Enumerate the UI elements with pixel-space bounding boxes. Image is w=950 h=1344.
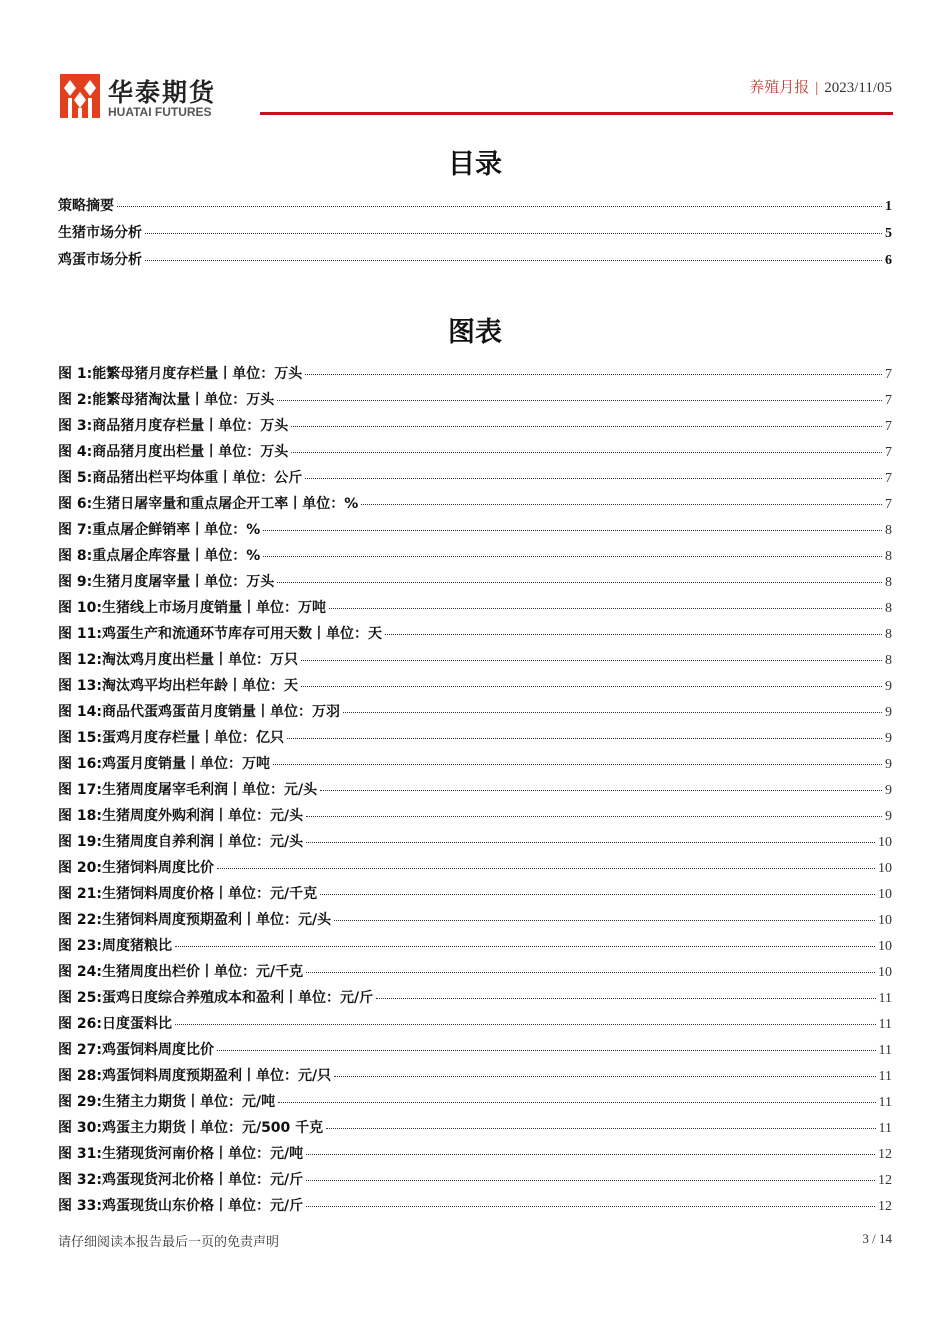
figure-entry[interactable] <box>58 389 892 415</box>
figure-entry-label: 图 22:生猪饲料周度预期盈利丨单位：元/头 <box>58 912 332 928</box>
figure-entry-label: 图 19:生猪周度自养利润丨单位：元/头 <box>58 834 304 850</box>
figure-entry-label: 图 15:蛋鸡月度存栏量丨单位：亿只 <box>58 730 284 746</box>
figure-entry[interactable] <box>58 1195 892 1221</box>
figure-entry[interactable] <box>58 1117 892 1143</box>
figure-entry-page: 7 <box>885 497 892 512</box>
figure-entry-label: 图 16:鸡蛋月度销量丨单位：万吨 <box>58 756 270 772</box>
dot-leader <box>320 894 875 895</box>
figure-entry-page: 10 <box>878 861 892 876</box>
figure-entry-page: 12 <box>878 1173 892 1188</box>
dot-leader <box>326 1128 875 1129</box>
figure-entry[interactable] <box>58 727 892 753</box>
dot-leader <box>278 1102 875 1103</box>
figure-entry-label: 图 7:重点屠企鲜销率丨单位：% <box>58 522 261 538</box>
figure-entry-label: 图 32:鸡蛋现货河北价格丨单位：元/斤 <box>58 1172 304 1188</box>
figure-entry-label: 图 33:鸡蛋现货山东价格丨单位：元/斤 <box>58 1198 304 1214</box>
figure-entry[interactable] <box>58 1065 892 1091</box>
dot-leader <box>334 1076 875 1077</box>
figure-entry-page: 8 <box>885 575 892 590</box>
figure-entry[interactable] <box>58 597 892 623</box>
toc-entry[interactable] <box>58 249 892 276</box>
dot-leader <box>305 478 882 479</box>
figure-entry[interactable] <box>58 883 892 909</box>
toc-entry-label: 策略摘要 <box>58 198 114 214</box>
figure-entry-page: 8 <box>885 601 892 616</box>
figure-entry-page: 9 <box>885 705 892 720</box>
figure-entry-label: 图 18:生猪周度外购利润丨单位：元/头 <box>58 808 304 824</box>
figure-entry-label: 图 3:商品猪月度存栏量丨单位：万头 <box>58 418 289 434</box>
dot-leader <box>175 946 875 947</box>
figure-entry-page: 11 <box>878 1095 892 1110</box>
figure-entry[interactable] <box>58 545 892 571</box>
figure-entry[interactable] <box>58 935 892 961</box>
dot-leader <box>301 660 882 661</box>
figures-list <box>58 363 892 1221</box>
figure-entry-page: 8 <box>885 549 892 564</box>
figure-entry-label: 图 5:商品猪出栏平均体重丨单位：公斤 <box>58 470 303 486</box>
toc-entry-page: 6 <box>885 253 892 268</box>
dot-leader <box>361 504 882 505</box>
figure-entry[interactable] <box>58 493 892 519</box>
figure-entry-label: 图 12:淘汰鸡月度出栏量丨单位：万只 <box>58 652 298 668</box>
figure-entry-page: 9 <box>885 783 892 798</box>
figure-entry-page: 7 <box>885 393 892 408</box>
toc-entry[interactable] <box>58 222 892 249</box>
figure-entry-page: 10 <box>878 939 892 954</box>
footer-disclaimer: 请仔细阅读本报告最后一页的免责声明 <box>58 1235 280 1250</box>
dot-leader <box>217 868 875 869</box>
figure-entry-page: 11 <box>878 1017 892 1032</box>
figure-entry[interactable] <box>58 857 892 883</box>
dot-leader <box>117 206 882 207</box>
figure-entry-label: 图 17:生猪周度屠宰毛利润丨单位：元/头 <box>58 782 318 798</box>
figure-entry-label: 图 29:生猪主力期货丨单位：元/吨 <box>58 1094 276 1110</box>
figure-entry[interactable] <box>58 701 892 727</box>
figure-entry-page: 7 <box>885 471 892 486</box>
figure-entry-page: 8 <box>885 627 892 642</box>
dot-leader <box>277 400 882 401</box>
figure-entry-label: 图 27:鸡蛋饲料周度比价 <box>58 1042 214 1058</box>
dot-leader <box>334 920 875 921</box>
figure-entry[interactable] <box>58 961 892 987</box>
dot-leader <box>145 260 882 261</box>
figure-entry-label: 图 28:鸡蛋饲料周度预期盈利丨单位：元/只 <box>58 1068 332 1084</box>
figure-entry[interactable] <box>58 675 892 701</box>
dot-leader <box>306 1206 875 1207</box>
figure-entry[interactable] <box>58 779 892 805</box>
report-date: 2023/11/05 <box>824 80 892 96</box>
toc-entry-label: 鸡蛋市场分析 <box>58 252 142 268</box>
figure-entry-label: 图 26:日度蛋料比 <box>58 1016 172 1032</box>
toc-list <box>58 195 892 276</box>
figure-entry[interactable] <box>58 623 892 649</box>
huatai-logo-icon <box>60 74 100 118</box>
toc-entry-label: 生猪市场分析 <box>58 225 142 241</box>
dot-leader <box>306 1180 875 1181</box>
header-rule <box>260 112 893 115</box>
figure-entry-page: 7 <box>885 367 892 382</box>
figure-entry-page: 9 <box>885 809 892 824</box>
figure-entry-page: 9 <box>885 679 892 694</box>
figure-entry-page: 11 <box>878 1069 892 1084</box>
figure-entry-label: 图 9:生猪月度屠宰量丨单位：万头 <box>58 574 275 590</box>
dot-leader <box>291 426 882 427</box>
figure-entry[interactable] <box>58 831 892 857</box>
figure-entry[interactable] <box>58 519 892 545</box>
dot-leader <box>306 1154 875 1155</box>
dot-leader <box>277 582 882 583</box>
figure-entry-label: 图 1:能繁母猪月度存栏量丨单位：万头 <box>58 366 303 382</box>
figure-entry[interactable] <box>58 649 892 675</box>
figure-entry[interactable] <box>58 1143 892 1169</box>
figure-entry[interactable] <box>58 987 892 1013</box>
figure-entry[interactable] <box>58 363 892 389</box>
dot-leader <box>385 634 882 635</box>
dot-leader <box>217 1050 876 1051</box>
dot-leader <box>291 452 882 453</box>
dot-leader <box>320 790 882 791</box>
dot-leader <box>305 374 882 375</box>
figure-entry-label: 图 10:生猪线上市场月度销量丨单位：万吨 <box>58 600 326 616</box>
toc-entry-page: 5 <box>885 226 892 241</box>
figure-entry[interactable] <box>58 1013 892 1039</box>
figure-entry[interactable] <box>58 753 892 779</box>
brand-name-cn: 华泰期货 <box>108 78 217 107</box>
dot-leader <box>301 686 882 687</box>
figure-entry[interactable] <box>58 467 892 493</box>
figure-entry-page: 12 <box>878 1199 892 1214</box>
dot-leader <box>145 233 882 234</box>
toc-entry[interactable] <box>58 195 892 222</box>
figure-entry-label: 图 13:淘汰鸡平均出栏年龄丨单位：天 <box>58 678 298 694</box>
figure-entry-label: 图 20:生猪饲料周度比价 <box>58 860 214 876</box>
dot-leader <box>306 842 875 843</box>
brand-name-en: HUATAI FUTURES <box>108 105 212 119</box>
figure-entry-label: 图 30:鸡蛋主力期货丨单位：元/500 千克 <box>58 1120 324 1136</box>
figure-entry[interactable] <box>58 1169 892 1195</box>
toc-title: 目录 <box>448 149 502 180</box>
figure-entry-page: 8 <box>885 523 892 538</box>
figure-entry-label: 图 24:生猪周度出栏价丨单位：元/千克 <box>58 964 304 980</box>
figure-entry-page: 11 <box>878 1043 892 1058</box>
figure-entry[interactable] <box>58 415 892 441</box>
dot-leader <box>376 998 875 999</box>
figure-entry-page: 10 <box>878 965 892 980</box>
dot-leader <box>273 764 882 765</box>
figure-entry-label: 图 8:重点屠企库容量丨单位：% <box>58 548 261 564</box>
figure-entry-page: 10 <box>878 835 892 850</box>
figure-entry-page: 10 <box>878 913 892 928</box>
dot-leader <box>287 738 882 739</box>
figure-entry[interactable] <box>58 1091 892 1117</box>
dot-leader <box>263 556 882 557</box>
figure-entry-label: 图 21:生猪饲料周度价格丨单位：元/千克 <box>58 886 318 902</box>
figure-entry-page: 10 <box>878 887 892 902</box>
figure-entry-label: 图 14:商品代蛋鸡蛋苗月度销量丨单位：万羽 <box>58 704 340 720</box>
figure-entry-label: 图 2:能繁母猪淘汰量丨单位：万头 <box>58 392 275 408</box>
dot-leader <box>329 608 882 609</box>
figure-entry[interactable] <box>58 909 892 935</box>
figure-entry-page: 12 <box>878 1147 892 1162</box>
header-separator: | <box>815 80 819 96</box>
figure-entry-label: 图 23:周度猪粮比 <box>58 938 172 954</box>
dot-leader <box>306 972 875 973</box>
page-indicator: 3 / 14 <box>862 1231 892 1246</box>
dot-leader <box>263 530 882 531</box>
figure-entry-label: 图 25:蛋鸡日度综合养殖成本和盈利丨单位：元/斤 <box>58 990 374 1006</box>
dot-leader <box>306 816 882 817</box>
figure-entry[interactable] <box>58 441 892 467</box>
dot-leader <box>175 1024 876 1025</box>
report-type: 养殖月报 <box>749 80 810 96</box>
figure-entry-label: 图 31:生猪现货河南价格丨单位：元/吨 <box>58 1146 304 1162</box>
figure-entry[interactable] <box>58 805 892 831</box>
figure-entry-label: 图 4:商品猪月度出栏量丨单位：万头 <box>58 444 289 460</box>
figure-entry-page: 9 <box>885 757 892 772</box>
figure-entry[interactable] <box>58 571 892 597</box>
header-meta <box>749 76 892 97</box>
toc-entry-page: 1 <box>885 199 892 214</box>
figure-entry-page: 9 <box>885 731 892 746</box>
figure-entry-page: 11 <box>878 991 892 1006</box>
figure-entry-page: 11 <box>878 1121 892 1136</box>
figure-entry-label: 图 6:生猪日屠宰量和重点屠企开工率丨单位：% <box>58 496 359 512</box>
figures-title: 图表 <box>448 317 502 348</box>
figure-entry-label: 图 11:鸡蛋生产和流通环节库存可用天数丨单位：天 <box>58 626 382 642</box>
dot-leader <box>343 712 882 713</box>
figure-entry-page: 7 <box>885 419 892 434</box>
figure-entry-page: 8 <box>885 653 892 668</box>
figure-entry[interactable] <box>58 1039 892 1065</box>
figure-entry-page: 7 <box>885 445 892 460</box>
